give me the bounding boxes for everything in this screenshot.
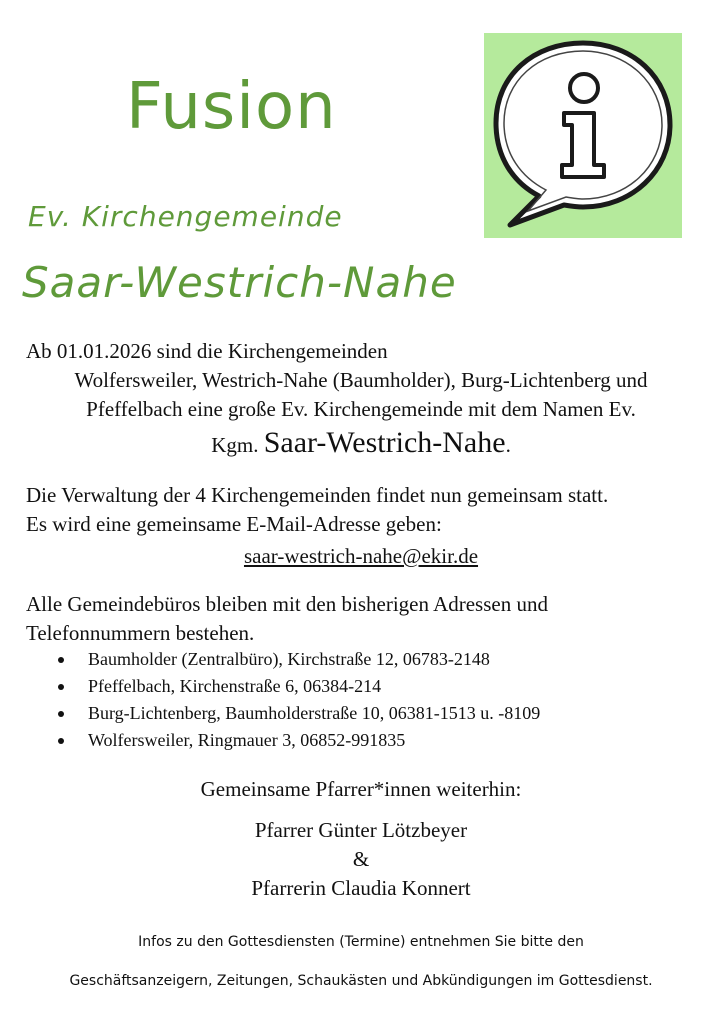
list-item [56, 727, 540, 754]
intro-line-3: Pfeffelbach eine große Ev. Kirchengemeinde mit dem Namen Ev. [86, 397, 636, 421]
pastor-name-1: Pfarrer Günter Lötzbeyer [254, 818, 468, 842]
admin-line-2: Es wird eine gemeinsame E-Mail-Adresse geben: [26, 512, 442, 536]
office-text: Wolfersweiler, Ringmauer 3, 06852-991835 [88, 730, 406, 750]
footer-line-1: Infos zu den Gottesdiensten (Termine) entnehmen Sie bitte den [138, 934, 584, 950]
office-text: Pfeffelbach, Kirchenstraße 6, 06384-214 [88, 676, 382, 696]
intro-line-2: Wolfersweiler, Westrich-Nahe (Baumholder), Burg-Lichtenberg und [74, 368, 648, 392]
office-list [56, 646, 540, 754]
ampersand: & [352, 847, 370, 871]
email-line [0, 542, 722, 571]
list-item [56, 700, 540, 727]
page-title: Fusion [126, 70, 337, 144]
bullet-icon [58, 684, 64, 690]
pastor-name-2: Pfarrerin Claudia Konnert [251, 876, 471, 900]
intro-prefix: Kgm. [211, 433, 259, 457]
office-text: Baumholder (Zentralbüro), Kirchstraße 12, 06783-2148 [88, 649, 490, 669]
bullet-icon [58, 738, 64, 744]
intro-suffix: . [505, 433, 511, 457]
info-icon-panel [484, 33, 682, 238]
intro-line-1: Ab 01.01.2026 sind die Kirchengemeinden [26, 339, 388, 363]
pastors-heading: Gemeinsame Pfarrer*innen weiterhin: [200, 777, 522, 801]
office-text: Burg-Lichtenberg, Baumholderstraße 10, 06381-1513 u. -8109 [88, 703, 541, 723]
bullet-icon [58, 711, 64, 717]
parish-name: Saar-Westrich-Nahe [22, 258, 457, 307]
list-item [56, 673, 540, 700]
intro-line-4 [0, 428, 722, 460]
admin-line-1: Die Verwaltung der 4 Kirchengemeinden findet nun gemeinsam statt. [26, 483, 609, 507]
footer-line-2: Geschäftsanzeigern, Zeitungen, Schaukästen und Abkündigungen im Gottesdienst. [69, 973, 653, 989]
intro-parish-name: Saar-Westrich-Nahe [263, 426, 506, 459]
email-link[interactable]: saar-westrich-nahe@ekir.de [243, 544, 479, 568]
info-speech-bubble-icon [484, 33, 682, 238]
bullet-icon [58, 657, 64, 663]
list-item [56, 646, 540, 673]
subtitle: Ev. Kirchengemeinde [28, 200, 343, 233]
offices-line-1: Alle Gemeindebüros bleiben mit den bisherigen Adressen und [26, 592, 548, 616]
offices-line-2: Telefonnummern bestehen. [26, 621, 255, 645]
